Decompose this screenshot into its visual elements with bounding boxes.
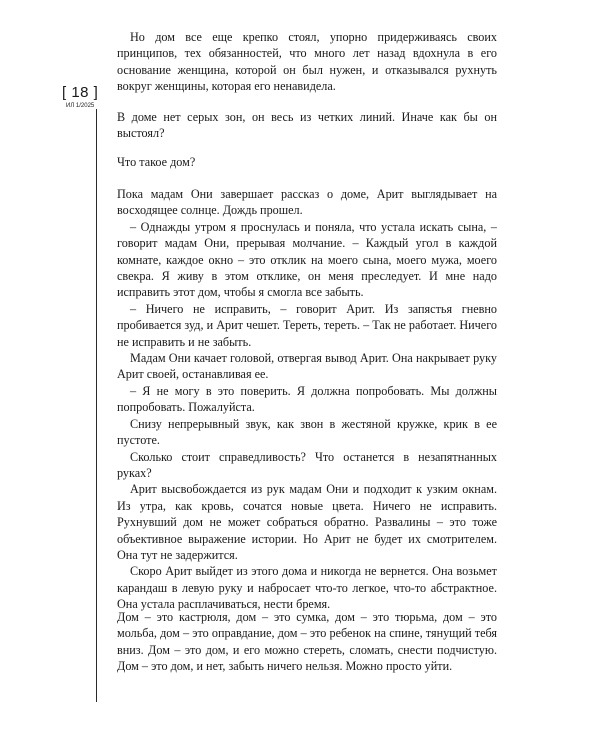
- paragraph-group: [117, 29, 497, 95]
- paragraph-group: [117, 609, 497, 675]
- paragraph: Сколько стоит справедливость? Что останется в незапятнанных руках?: [117, 449, 497, 480]
- paragraph: Скоро Арит выйдет из этого дома и никогда не вернется. Она возьмет карандаш в левую руку и набросает что-то легкое, что-то абстрактное. Она устала расплачиваться, нести бремя.: [117, 564, 497, 612]
- issue-label: ИЛ 1/2025: [66, 103, 95, 109]
- page-margin: [58, 84, 102, 109]
- paragraph: В доме нет серых зон, он весь из четких линий. Иначе как бы он выстоял?: [117, 110, 497, 141]
- paragraph: Пока мадам Они завершает рассказ о доме, Арит выглядывает на восходящее солнце. Дождь прошел.: [117, 187, 497, 218]
- paragraph-group: [117, 154, 497, 170]
- paragraph: Дом – это кастрюля, дом – это сумка, дом – это тюрьма, дом – это мольба, дом – это оправдание, дом – это ребенок на спине, тянущий тебя вниз. Дом – это дом, и его можно стереть, сломать, снести подчистую. Дом – это дом, и нет, забыть ничего нельзя. Можно просто уйти.: [117, 610, 497, 674]
- paragraph: Арит высвобождается из рук мадам Они и подходит к узким окнам. Из утра, как кровь, сочатся новые цвета. Ничего не исправить. Рухнувший дом не может собраться обратно. Развалины – это тоже объективное выражение истории. Но Арит не будет их смотрителем. Она тут не задержится.: [117, 482, 497, 562]
- paragraph-group: [117, 186, 497, 613]
- paragraph: Но дом все еще крепко стоял, упорно придерживаясь своих принципов, тех обязанностей, что много лет назад вдохнула в его основание женщина, которой он был нужен, и отказывался рухнуть вокруг женщины, которая его ненавидела.: [117, 30, 497, 94]
- paragraph: Что такое дом?: [117, 155, 196, 169]
- page-number: [ 18 ]: [62, 84, 99, 101]
- paragraph: Снизу непрерывный звук, как звон в жестяной кружке, крик в ее пустоте.: [117, 416, 497, 448]
- paragraph: – Однажды утром я проснулась и поняла, что устала искать сына, – говорит мадам Они, прерывая молчание. – Каждый угол в каждой комнате, каждое окно – это отклик на моего сына, моего мужа, моего свекра. Я живу в этом отклике, он меня преследует. И мне надо исправить этот дом, чтобы я смогла все забыть.: [117, 219, 497, 300]
- paragraph-group: [117, 109, 497, 142]
- paragraph: – Ничего не исправить, – говорит Арит. Из запястья гневно пробивается зуд, и Арит чешет. Тереть, тереть. – Так не работает. Ничего не исправить и не забыть.: [117, 301, 497, 349]
- paragraph: Мадам Они качает головой, отвергая вывод Арит. Она накрывает руку Арит своей, останавливая ее.: [117, 351, 497, 382]
- margin-rule: [96, 109, 97, 702]
- paragraph: – Я не могу в это поверить. Я должна попробовать. Мы должны попробовать. Пожалуйста.: [117, 383, 497, 415]
